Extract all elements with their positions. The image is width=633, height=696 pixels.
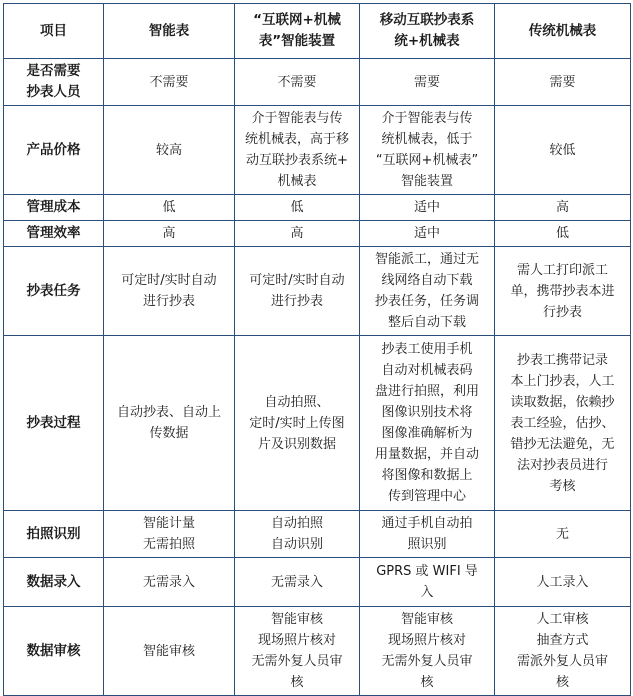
table-cell: 通过手机自动拍 照识别 [360, 511, 495, 558]
row-label: 数据录入 [4, 558, 104, 607]
header-cell-smart-meter: 智能表 [104, 4, 235, 59]
table-cell: 适中 [360, 221, 495, 247]
table-cell: 介于智能表与传 统机械表，低于 “互联网+机械表” 智能装置 [360, 106, 495, 195]
table-cell: 高 [495, 195, 631, 221]
table-row [4, 247, 631, 336]
header-cell-mobile-system: 移动互联抄表系 统+机械表 [360, 4, 495, 59]
table-cell: 智能审核 [104, 607, 235, 696]
table-cell: 自动抄表、自动上 传数据 [104, 336, 235, 511]
table-cell: 无需录入 [104, 558, 235, 607]
row-label: 管理成本 [4, 195, 104, 221]
table-cell: 自动拍照、 定时/实时上传图 片及识别数据 [235, 336, 360, 511]
table-cell: 不需要 [104, 59, 235, 106]
header-cell-item: 项目 [4, 4, 104, 59]
table-cell: 抄表工携带记录 本上门抄表，人工 读取数据，依赖抄 表工经验，估抄、 错抄无法避免，无 法对抄表员进行 考核 [495, 336, 631, 511]
table-cell: 智能派工，通过无 线网络自动下载 抄表任务，任务调 整后自动下载 [360, 247, 495, 336]
row-label: 管理效率 [4, 221, 104, 247]
table-row [4, 511, 631, 558]
table-cell: 无需录入 [235, 558, 360, 607]
table-cell: 无 [495, 511, 631, 558]
table-row [4, 558, 631, 607]
row-label: 抄表任务 [4, 247, 104, 336]
row-label: 是否需要 抄表人员 [4, 59, 104, 106]
table-cell: 较高 [104, 106, 235, 195]
header-cell-mechanical-meter: 传统机械表 [495, 4, 631, 59]
table-cell: 人工录入 [495, 558, 631, 607]
row-label: 产品价格 [4, 106, 104, 195]
table-cell: 智能审核 现场照片核对 无需外复人员审 核 [235, 607, 360, 696]
table-cell: 可定时/实时自动 进行抄表 [104, 247, 235, 336]
row-label: 数据审核 [4, 607, 104, 696]
table-cell: 智能计量 无需拍照 [104, 511, 235, 558]
table-cell: 较低 [495, 106, 631, 195]
table-cell: 自动拍照 自动识别 [235, 511, 360, 558]
table-cell: 需要 [495, 59, 631, 106]
table-cell: 不需要 [235, 59, 360, 106]
table-row [4, 221, 631, 247]
table-cell: 需人工打印派工 单，携带抄表本进 行抄表 [495, 247, 631, 336]
table-cell: 抄表工使用手机 自动对机械表码 盘进行拍照，利用 图像识别技术将 图像准确解析为 用量数据，并自动 将图像和数据上 传到管理中心 [360, 336, 495, 511]
table-row [4, 195, 631, 221]
table-row [4, 59, 631, 106]
table-cell: 可定时/实时自动 进行抄表 [235, 247, 360, 336]
row-label: 拍照识别 [4, 511, 104, 558]
header-cell-internet-device: “互联网+机械 表”智能装置 [235, 4, 360, 59]
table-cell: 智能审核 现场照片核对 无需外复人员审 核 [360, 607, 495, 696]
table-row [4, 607, 631, 696]
table-cell: 低 [495, 221, 631, 247]
table-row [4, 106, 631, 195]
table-cell: 高 [104, 221, 235, 247]
table-cell: 低 [104, 195, 235, 221]
table-cell: 适中 [360, 195, 495, 221]
meter-comparison-table [3, 3, 631, 696]
table-row [4, 336, 631, 511]
table-cell: 介于智能表与传 统机械表，高于移 动互联抄表系统+ 机械表 [235, 106, 360, 195]
table-cell: 需要 [360, 59, 495, 106]
row-label: 抄表过程 [4, 336, 104, 511]
table-cell: 低 [235, 195, 360, 221]
table-cell: GPRS 或 WIFI 导 入 [360, 558, 495, 607]
header-row [4, 4, 631, 59]
table-cell: 人工审核 抽查方式 需派外复人员审 核 [495, 607, 631, 696]
table-cell: 高 [235, 221, 360, 247]
